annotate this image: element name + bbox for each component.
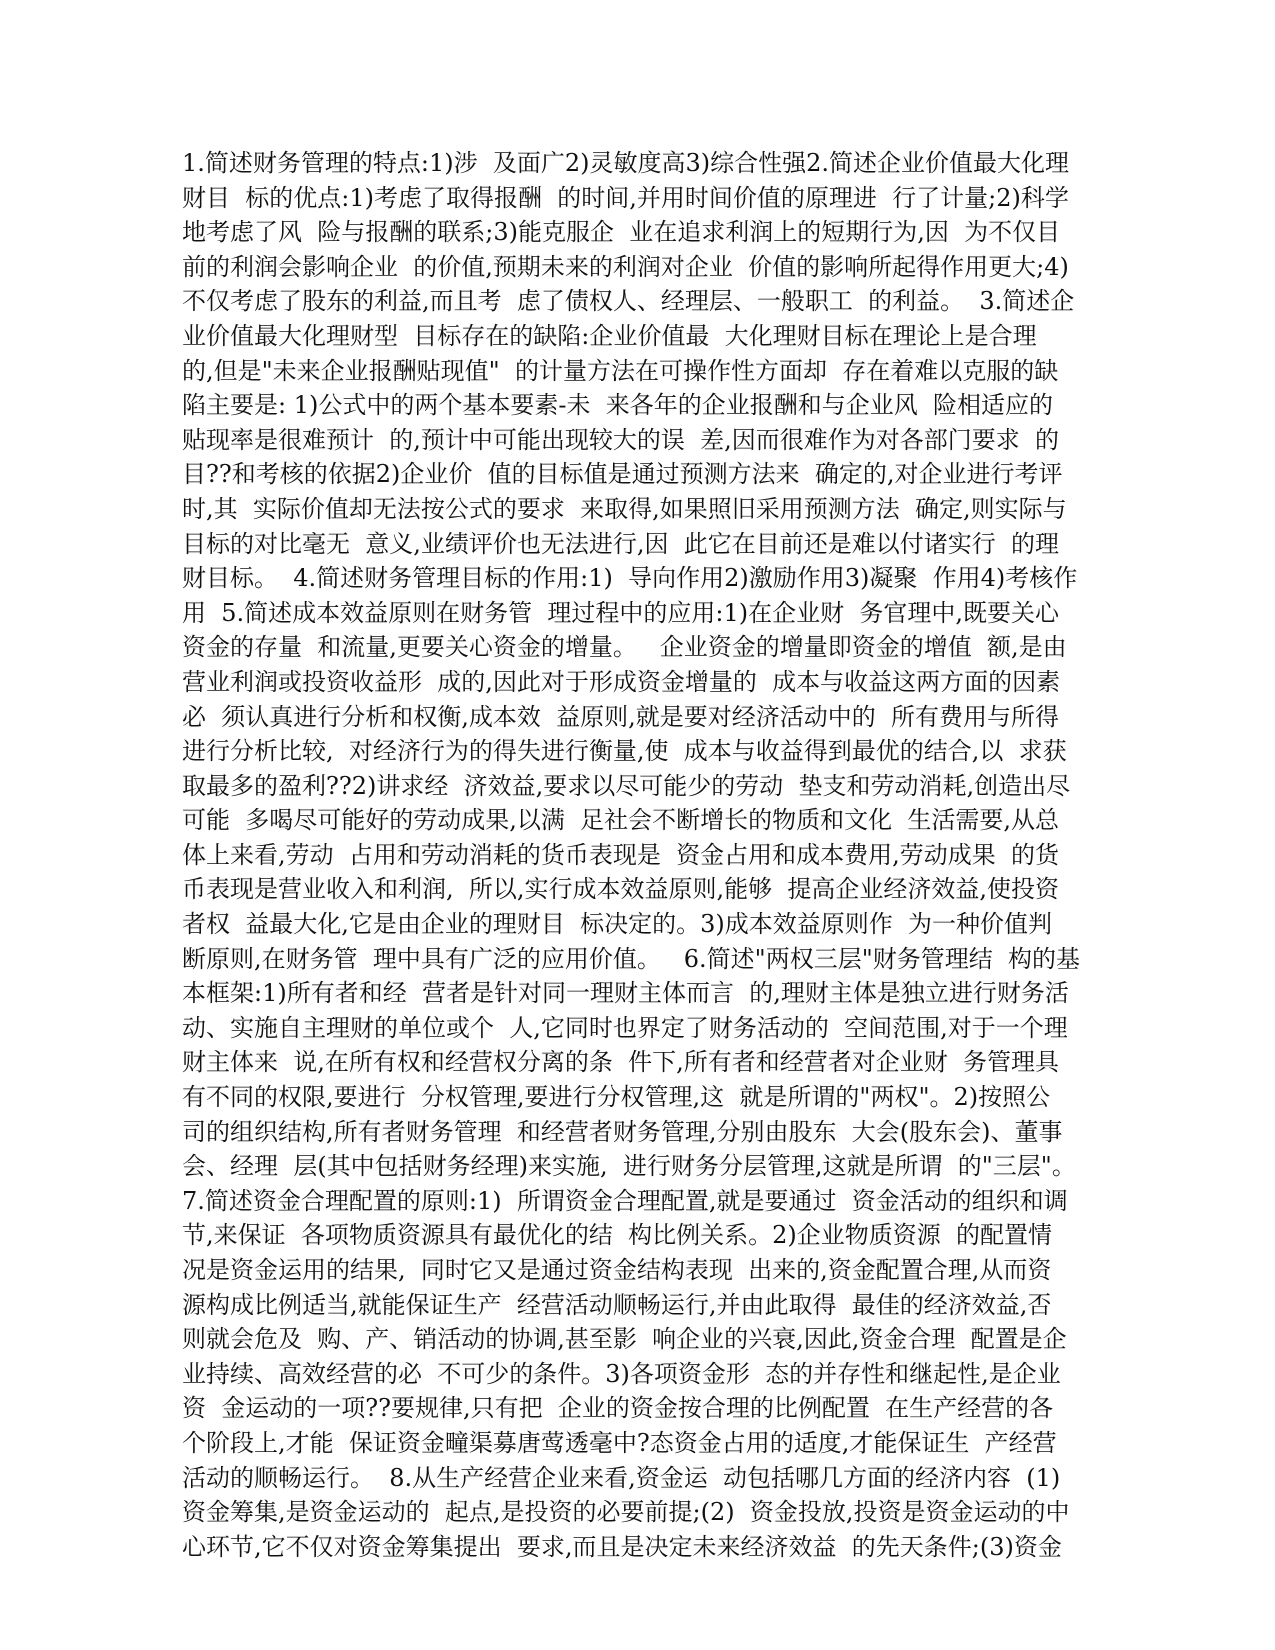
text-line: 用 5.简述成本效益原则在财务管 理过程中的应用:1)在企业财 务官理中,既要关心 <box>182 598 1060 627</box>
text-line: 资金筹集,是资金运动的 起点,是投资的必要前提;(2) 资金投放,投资是资金运动的中 <box>182 1498 1070 1527</box>
text-line: 司的组织结构,所有者财务管理 和经营者财务管理,分别由股东 大会(股东会)、董事 <box>182 1117 1063 1146</box>
text-line: 前的利润会影响企业 的价值,预期未来的利润对企业 价值的影响所起得作用更大;4) <box>182 252 1069 281</box>
text-line: 不仅考虑了股东的利益,而且考 虑了债权人、经理层、一般职工 的利益。 3.简述企 <box>182 287 1075 316</box>
text-line: 财目标。 4.简述财务管理目标的作用:1) 导向作用2)激励作用3)凝聚 作用4)考核作 <box>182 564 1078 593</box>
text-line: 取最多的盈利??2)讲求经 济效益,要求以尽可能少的劳动 垫支和劳动消耗,创造出尽 <box>182 771 1071 800</box>
text-line: 会、经理 层(其中包括财务经理)来实施, 进行财务分层管理,这就是所谓 的"三层"。 <box>182 1152 1076 1181</box>
text-line: 资金的存量 和流量,更要关心资金的增量。 企业资金的增量即资金的增值 额,是由 <box>182 633 1067 662</box>
text-line: 业价值最大化理财型 目标存在的缺陷:企业价值最 大化理财目标在理论上是合理 <box>182 321 1037 350</box>
text-line: 陷主要是: 1)公式中的两个基本要素-未 来各年的企业报酬和与企业风 险相适应的 <box>182 391 1053 420</box>
text-line: 时,其 实际价值却无法按公式的要求 来取得,如果照旧采用预测方法 确定,则实际与 <box>182 494 1067 523</box>
text-line: 7.简述资金合理配置的原则:1) 所谓资金合理配置,就是要通过 资金活动的组织和调 <box>182 1186 1068 1215</box>
text-line: 财主体来 说,在所有权和经营权分离的条 件下,所有者和经营者对企业财 务管理具 <box>182 1048 1060 1077</box>
text-line: 则就会危及 购、产、销活动的协调,甚至影 响企业的兴衰,因此,资金合理 配置是企 <box>182 1325 1067 1354</box>
text-line: 营业利润或投资收益形 成的,因此对于形成资金增量的 成本与收益这两方面的因素 <box>182 667 1061 696</box>
text-line: 资 金运动的一项??要规律,只有把 企业的资金按合理的比例配置 在生产经营的各 <box>182 1394 1054 1423</box>
text-line: 币表现是营业收入和利润, 所以,实行成本效益原则,能够 提高企业经济效益,使投资 <box>182 875 1060 904</box>
text-line: 动、实施自主理财的单位或个 人,它同时也界定了财务活动的 空间范围,对于一个理 <box>182 1013 1068 1042</box>
text-line: 体上来看,劳动 占用和劳动消耗的货币表现是 资金占用和成本费用,劳动成果 的货 <box>182 840 1060 869</box>
text-line: 业持续、高效经营的必 不可少的条件。3)各项资金形 态的并存性和继起性,是企业 <box>182 1359 1061 1388</box>
text-line: 者权 益最大化,它是由企业的理财目 标决定的。3)成本效益原则作 为一种价值判 <box>182 910 1053 939</box>
text-line: 进行分析比较, 对经济行为的得失进行衡量,使 成本与收益得到最优的结合,以 求获 <box>182 737 1067 766</box>
text-line: 贴现率是很难预计 的,预计中可能出现较大的误 差,因而很难作为对各部门要求 的 <box>182 425 1060 454</box>
body-text <box>182 146 1094 1564</box>
text-line: 心环节,它不仅对资金筹集提出 要求,而且是决定未来经济效益 的先天条件;(3)资金 <box>182 1532 1062 1561</box>
text-line: 断原则,在财务管 理中具有广泛的应用价值。 6.简述"两权三层"财务管理结 构的基 <box>182 944 1081 973</box>
text-line: 况是资金运用的结果, 同时它又是通过资金结构表现 出来的,资金配置合理,从而资 <box>182 1256 1052 1284</box>
text-line: 节,来保证 各项物质资源具有最优化的结 构比例关系。2)企业物质资源 的配置情 <box>182 1221 1053 1250</box>
text-line: 本框架:1)所有者和经 营者是针对同一理财主体而言 的,理财主体是独立进行财务活 <box>182 979 1069 1008</box>
text-line: 可能 多喝尽可能好的劳动成果,以满 足社会不断增长的物质和文化 生活需要,从总 <box>182 806 1060 835</box>
text-line: 源构成比例适当,就能保证生产 经营活动顺畅运行,并由此取得 最佳的经济效益,否 <box>182 1290 1052 1319</box>
text-line: 目标的对比毫无 意义,业绩评价也无法进行,因 此它在目前还是难以付诸实行 的理 <box>182 529 1060 558</box>
text-line: 必 须认真进行分析和权衡,成本效 益原则,就是要对经济活动中的 所有费用与所得 <box>182 702 1060 731</box>
text-line: 1.简述财务管理的特点:1)涉 及面广2)灵敏度高3)综合性强2.简述企业价值最大化理 <box>182 149 1070 177</box>
text-line: 有不同的权限,要进行 分权管理,要进行分权管理,这 就是所谓的"两权"。2)按照公 <box>182 1083 1051 1112</box>
text-line: 的,但是"未来企业报酬贴现值" 的计量方法在可操作性方面却 存在着难以克服的缺 <box>182 356 1059 385</box>
text-line: 财目 标的优点:1)考虑了取得报酬 的时间,并用时间价值的原理进 行了计量;2)科学 <box>182 183 1069 212</box>
text-line: 活动的顺畅运行。 8.从生产经营企业来看,资金运 动包括哪几方面的经济内容 (1) <box>182 1463 1061 1492</box>
text-line: 地考虑了风 险与报酬的联系;3)能克服企 业在追求利润上的短期行为,因 为不仅目 <box>182 218 1061 247</box>
text-line: 目??和考核的依据2)企业价 值的目标值是通过预测方法来 确定的,对企业进行考评 <box>182 460 1063 489</box>
text-line: 个阶段上,才能 保证资金疃渠募唐莺透毫中?态资金占用的适度,才能保证生 产经营 <box>182 1428 1057 1457</box>
